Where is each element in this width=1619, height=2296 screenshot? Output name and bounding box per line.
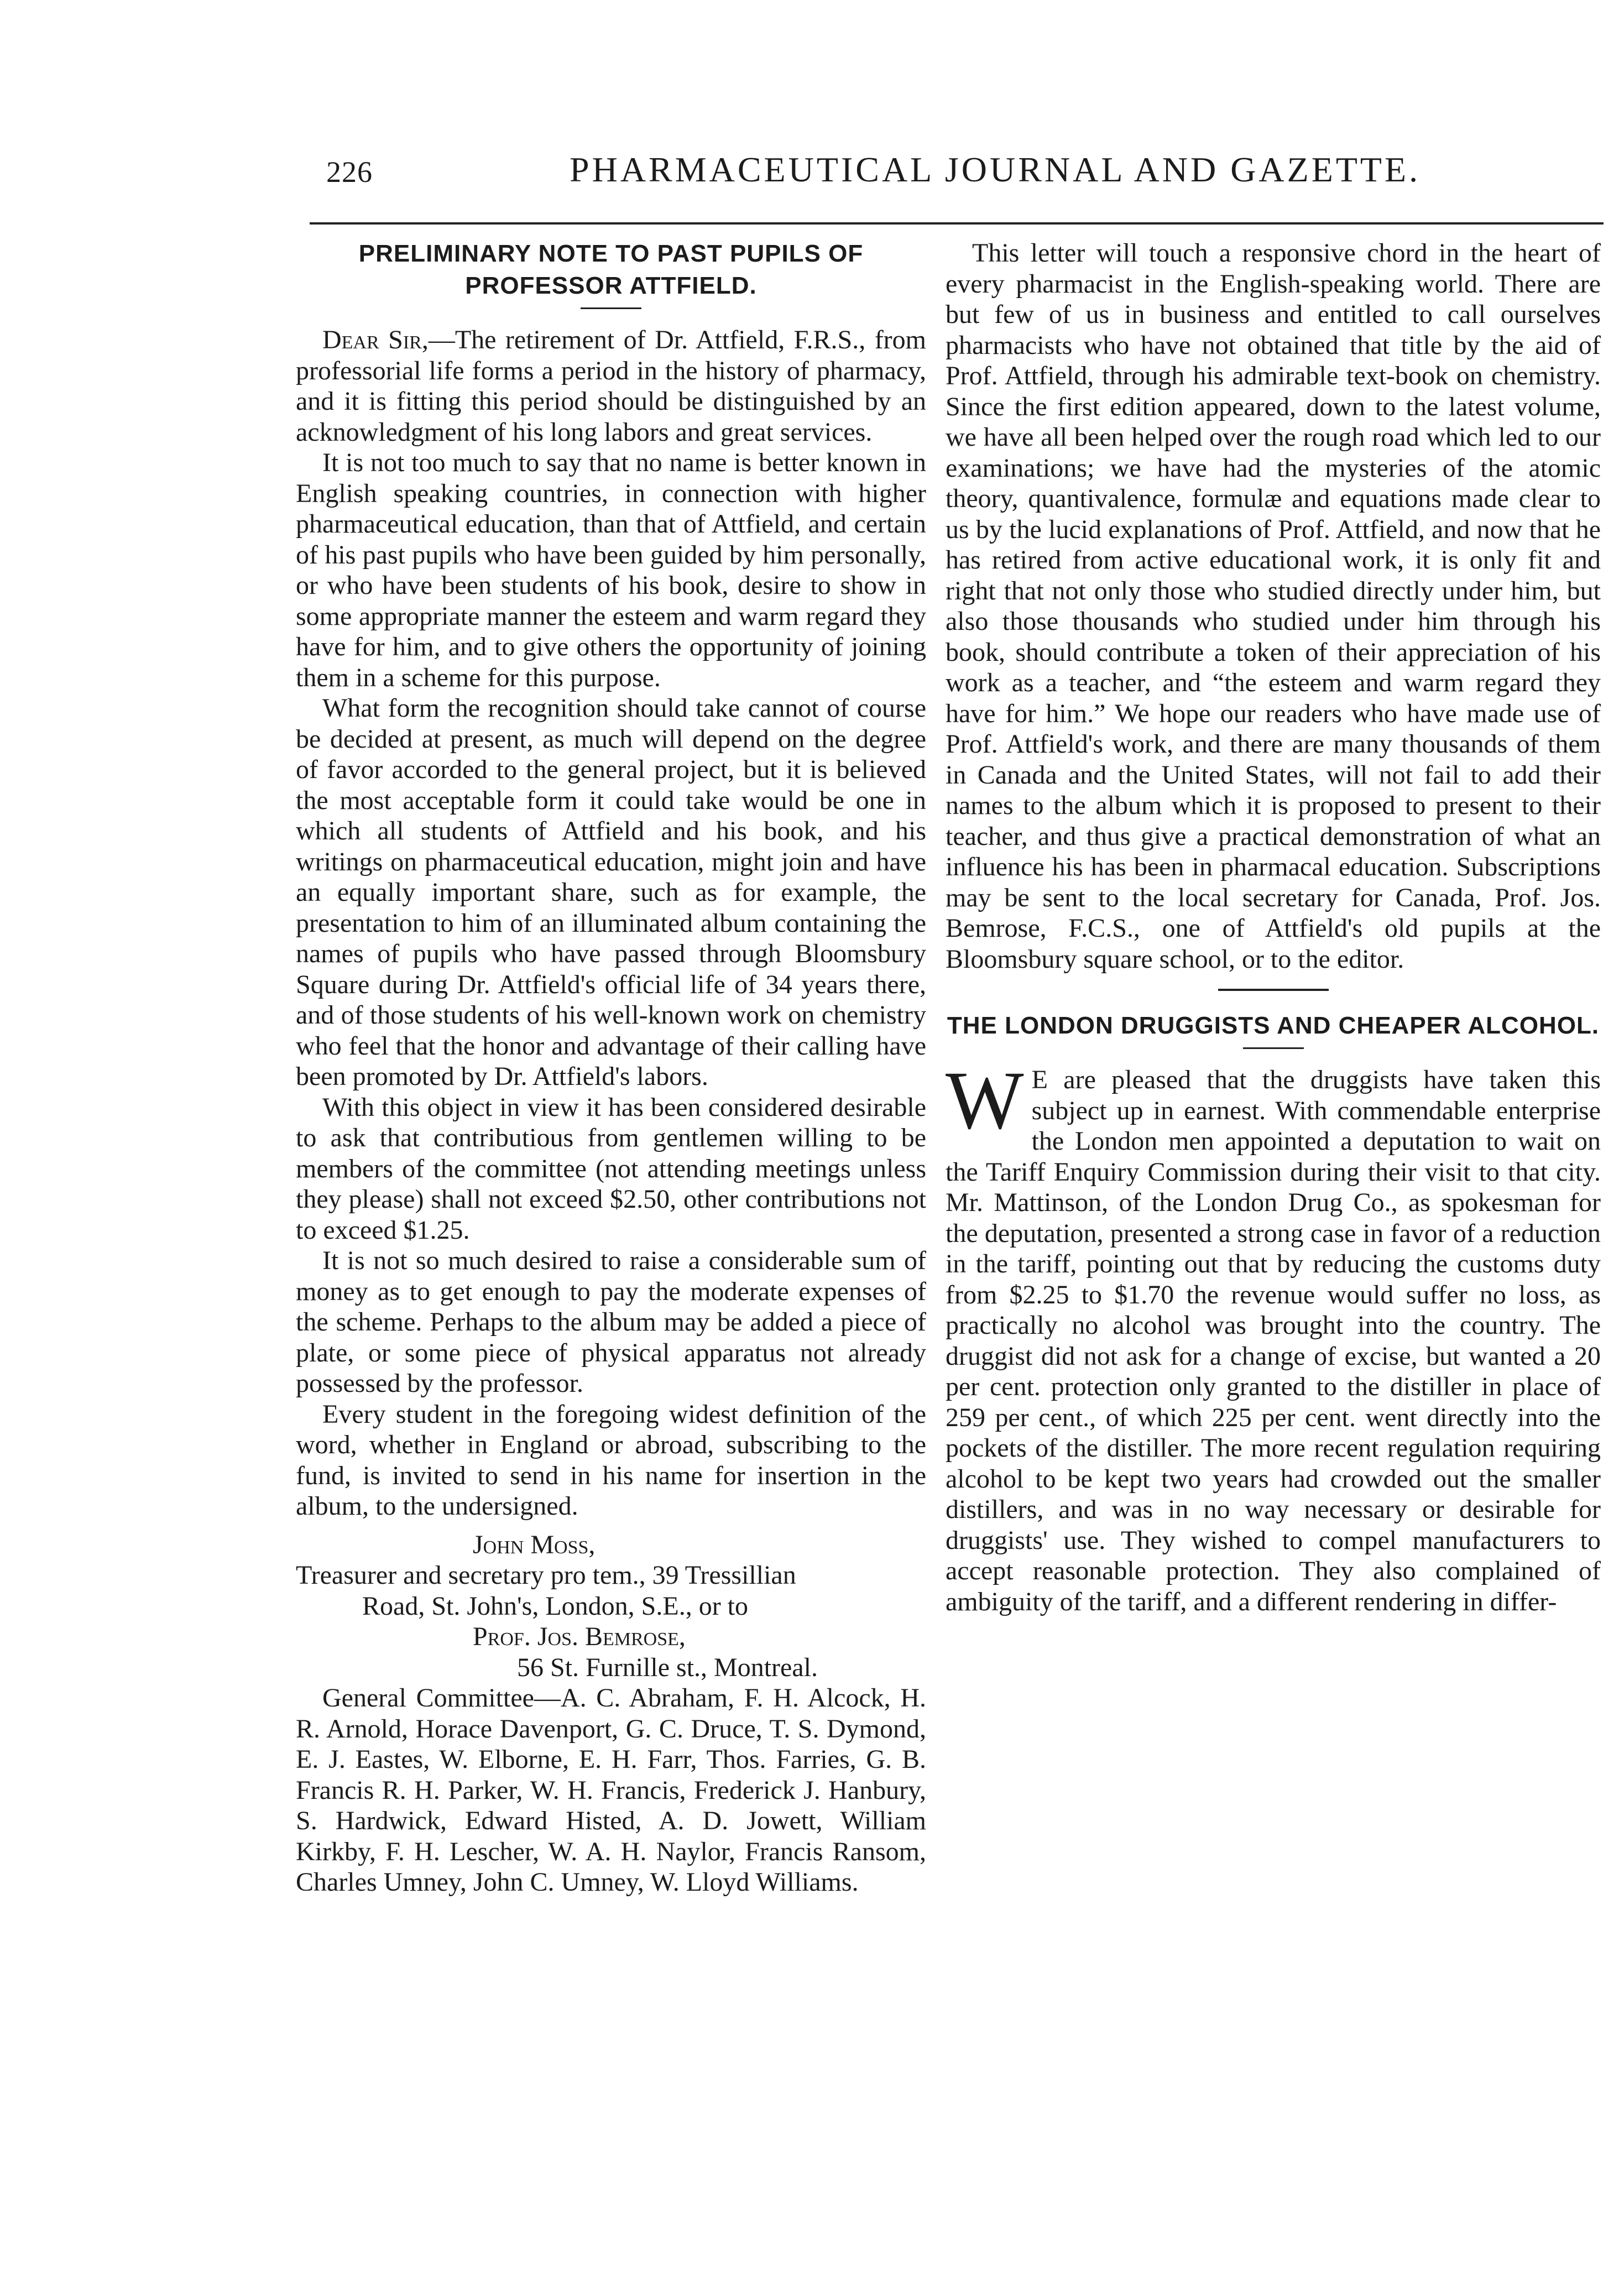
page-number: 226: [326, 155, 373, 189]
drop-cap: W: [946, 1055, 1024, 1146]
paragraph-2: It is not too much to say that no name is better known in English speaking countries, in connection with higher pharmaceutical education, than that of Attfield, and certain of his past pupils who have been guided by him personally, or who have been students of his book, desire to show in some appropriate manner the esteem and warm regard they have for him, and to give others the opportunity of joining them in a scheme for this purpose.: [296, 448, 926, 692]
header-rule: [310, 222, 1604, 225]
signature-line-montreal: 56 St. Furnille st., Montreal.: [517, 1652, 818, 1682]
article-headline-druggists: THE LONDON DRUGGISTS AND CHEAPER ALCOHOL.: [947, 1012, 1600, 1039]
paragraph-1-text: —The retirement of Dr. Attfield, F.R.S., from professorial life forms a period in the history of pharmacy, and it is fitting this period should be distinguished by an acknowledgment of his long labors and great services.: [296, 325, 926, 447]
page-header: [326, 149, 1595, 210]
committee-paragraph: General Committee—A. C. Abraham, F. H. Alcock, H. R. Arnold, Horace Davenport, G. C. Druce, T. S. Dymond, E. J. Eastes, W. Elborne, E. H. Farr, Thos. Farries, G. B. Francis R. H. Parker, W. H. Francis, Frederick J. Hanbury, S. Hardwick, Edward Histed, A. D. Jowett, William Kirkby, F. H. Lescher, W. A. H. Naylor, Francis Ransom, Charles Umney, John C. Umney, W. Lloyd Williams.: [296, 1683, 926, 1897]
druggists-paragraph: [946, 1055, 1601, 1617]
signature-line-address: Road, St. John's, London, S.E., or to: [362, 1591, 749, 1621]
article-headline-attfield: PRELIMINARY NOTE TO PAST PUPILS OF PROFESSOR ATTFIELD.: [358, 240, 864, 299]
headline-rule: [581, 307, 641, 309]
paragraph-4: With this object in view it has been considered desirable to ask that contributious from gentlemen willing to be members of the committee (not attending meetings unless they please) shall not exceed $2.50, other contributions not to exceed $1.25.: [296, 1092, 926, 1245]
paragraph-5: It is not so much desired to raise a considerable sum of money as to get enough to pay the moderate expenses of the scheme. Perhaps to the album may be added a piece of plate, or some piece of physical apparatus not already possessed by the professor.: [296, 1246, 926, 1398]
signature-john-moss: John Moss,: [473, 1530, 596, 1559]
section-divider: [1218, 989, 1329, 991]
left-column: [296, 238, 926, 2135]
paragraph-3: What form the recognition should take cannot of course be decided at present, as much will depend on the degree of favor accorded to the general project, but it is believed the most acceptable form it could take would be one in which all students of Attfield and his book, and his writings on pharmaceutical education, might join and have an equally important share, such as for example, the presentation to him of an illuminated album containing the names of pupils who have passed through Bloomsbury Square during Dr. Attfield's official life of 34 years there, and of those students of his well-known work on chemistry who feel that the honor and advantage of their calling have been promoted by Dr. Attfield's labors.: [296, 693, 926, 1091]
paragraph-6: Every student in the foregoing widest definition of the word, whether in England or abroad, subscribing to the fund, is invited to send in his name for insertion in the album, to the undersigned.: [296, 1399, 926, 1521]
editor-comment: This letter will touch a responsive chord in the heart of every pharmacist in the English-speaking world. There are but few of us in business and entitled to call ourselves pharmacists who have not obtained that title by the aid of Prof. Attfield, through his admirable text-book on chemistry. Since the first edition appeared, down to the latest volume, we have all been helped over the rough road which led to our examinations; we have had the mysteries of the atomic theory, quantivalence, formulæ and equations made clear to us by the lucid explanations of Prof. Attfield, and now that he has retired from active educational work, it is only fit and right that not only those who studied directly under him, but also those thousands who studied under him through his book, should contribute a token of their appreciation of his work as a teacher, and “the esteem and warm regard they have for him.” We hope our readers who have made use of Prof. Attfield's work, and there are many thousands of them in Canada and the United States, will not fail to add their names to the album which it is proposed to present to their teacher, and thus give a practical demonstration of what an influence his has been in pharmacal education. Subscriptions may be sent to the local secretary for Canada, Prof. Jos. Bemrose, F.C.S., one of Attfield's old pupils at the Bloomsbury square school, or to the editor.: [946, 238, 1601, 974]
headline-rule-2: [1243, 1047, 1304, 1049]
salutation: Dear Sir,: [322, 325, 429, 354]
druggists-paragraph-text: E are pleased that the druggists have taken this subject up in earnest. With commendable enterprise the London men appointed a deputation to wait on the Tariff Enquiry Commission during their visit to that city. Mr. Mattinson, of the London Drug Co., as spokesman for the deputation, presented a strong case in favor of a reduction in the tariff, pointing out that by reducing the customs duty from $2.25 to $1.70 the revenue would suffer no loss, as practically no alcohol was brought into the country. The druggist did not ask for a change of excise, but wanted a 20 per cent. protection only granted to the distiller in place of 259 per cent., of which 225 per cent. went directly into the pockets of the distiller. The more recent regulation requiring alcohol to be kept two years had crowded out the smaller distillers, and was in no way necessary or desirable for druggists' use. They wished to compel manufacturers to accept reasonable protection. They also complained of ambiguity of the tariff, and a different rendering in differ-: [946, 1065, 1601, 1616]
running-title: PHARMACEUTICAL JOURNAL AND GAZETTE.: [570, 150, 1421, 189]
right-column: [946, 238, 1601, 2135]
spacer: [296, 1522, 926, 1530]
signature-bemrose: Prof. Jos. Bemrose,: [473, 1622, 686, 1651]
signature-line-treasurer: Treasurer and secretary pro tem., 39 Tressillian: [296, 1561, 796, 1590]
paragraph-1: [296, 325, 926, 447]
